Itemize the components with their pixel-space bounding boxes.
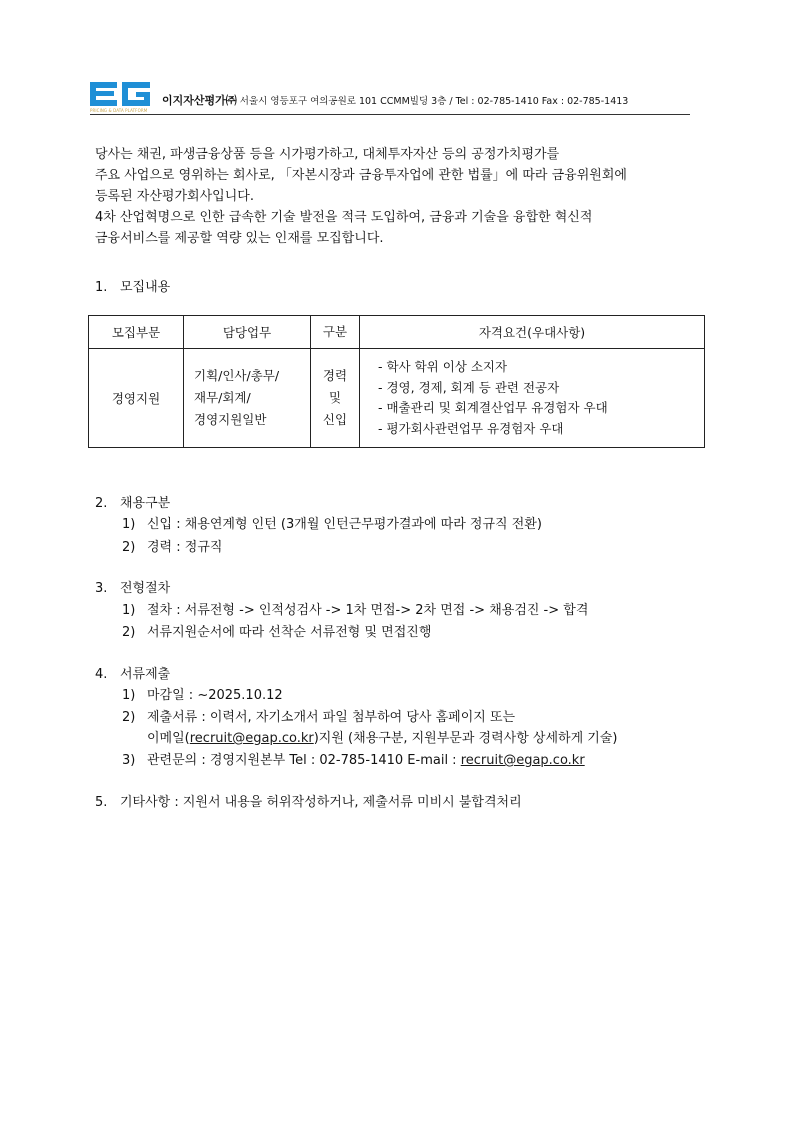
email-link[interactable]: recruit@egap.co.kr <box>189 731 314 746</box>
recruit-table <box>88 315 705 448</box>
list-item <box>122 706 515 725</box>
item-text: 마감일 : ~2025.10.12 <box>147 688 283 703</box>
requirement-item: - 매출관리 및 회계결산업무 유경험자 우대 <box>378 400 608 415</box>
item-text: 신입 : 채용연계형 인턴 (3개월 인턴근무평가결과에 따라 정규직 전환) <box>147 517 542 532</box>
requirement-item: - 평가회사관련업무 유경험자 우대 <box>378 420 564 436</box>
duty-line: 기획/인사/총무/ <box>194 368 280 383</box>
type-cell <box>311 349 360 448</box>
section-label: 모집내용 <box>120 280 171 295</box>
section-4-title <box>95 663 170 682</box>
section-number: 3. <box>95 581 108 596</box>
section-label: 기타사항 : 지원서 내용을 허위작성하거나, 제출서류 미비시 불합격처리 <box>120 795 522 810</box>
requirement-item: - 학사 학위 이상 소지자 <box>378 359 508 374</box>
requirement-item: - 경영, 경제, 회계 등 관련 전공자 <box>378 379 560 395</box>
item-number: 2) <box>122 710 136 725</box>
item-text: 이메일( <box>147 731 190 746</box>
type-line: 및 <box>328 390 342 405</box>
item-text: )지원 (채용구분, 지원부문과 경력사항 상세하게 기술) <box>313 731 618 746</box>
intro-line: 등록된 자산평가회사입니다. <box>95 189 254 204</box>
dept-cell: 경영지원 <box>89 349 184 448</box>
section-2-title <box>95 492 170 511</box>
item-text: 경력 : 정규직 <box>147 540 223 555</box>
section-label: 서류제출 <box>120 667 171 682</box>
duty-line: 경영지원일반 <box>194 412 267 427</box>
section-1-title <box>95 276 170 295</box>
table-row <box>89 349 705 448</box>
item-number: 1) <box>122 517 136 532</box>
intro-line: 주요 사업으로 영위하는 회사로, 「자본시장과 금융투자업에 관한 법률」에 따라 금융위원회에 <box>95 168 627 183</box>
table-header-row <box>89 316 705 349</box>
item-number: 2) <box>122 540 136 555</box>
requirements-cell <box>360 349 705 448</box>
intro-line: 당사는 채권, 파생금융상품 등을 시가평가하고, 대체투자자산 등의 공정가치평가를 <box>95 147 560 162</box>
company-address: 서울시 영등포구 여의공원로 101 CCMM빌딩 3층 / Tel : 02-785-1410 Fax : 02-785-1413 <box>236 96 629 107</box>
table-header-cell: 구분 <box>311 316 360 349</box>
intro-line: 4차 산업혁명으로 인한 급속한 기술 발전을 적극 도입하여, 금융과 기술을 융합한 혁신적 <box>95 210 593 225</box>
list-item <box>122 599 588 618</box>
list-item <box>122 684 283 703</box>
section-number: 1. <box>95 280 108 295</box>
list-item-continuation <box>147 727 617 746</box>
table-header-cell: 자격요건(우대사항) <box>360 316 705 349</box>
item-number: 1) <box>122 603 136 618</box>
item-text: 절차 : 서류전형 -> 인적성검사 -> 1차 면접-> 2차 면접 -> 채용검진 -> 합격 <box>147 603 589 618</box>
intro-line: 금융서비스를 제공할 역량 있는 인재를 모집합니다. <box>95 231 384 246</box>
item-text: 서류지원순서에 따라 선착순 서류전형 및 면접진행 <box>147 625 432 640</box>
type-line: 경력 <box>322 368 348 383</box>
section-3-title <box>95 577 170 596</box>
email-link[interactable]: recruit@egap.co.kr <box>460 753 585 768</box>
intro-paragraph <box>95 144 715 249</box>
section-number: 5. <box>95 795 108 810</box>
section-number: 2. <box>95 496 108 511</box>
table-header-cell: 담당업무 <box>184 316 311 349</box>
list-item <box>122 749 585 768</box>
table-header-cell: 모집부문 <box>89 316 184 349</box>
duty-line: 재무/회계/ <box>194 390 251 405</box>
section-label: 채용구분 <box>120 496 171 511</box>
company-info <box>162 92 628 108</box>
item-text: 관련문의 : 경영지원본부 Tel : 02-785-1410 E-mail : <box>147 753 461 768</box>
type-line: 신입 <box>322 412 348 427</box>
section-number: 4. <box>95 667 108 682</box>
list-item <box>122 536 222 555</box>
list-item <box>122 621 431 640</box>
letterhead <box>90 78 690 115</box>
section-label: 전형절차 <box>120 581 171 596</box>
section-5-title <box>95 791 522 810</box>
item-number: 2) <box>122 625 136 640</box>
item-text: 제출서류 : 이력서, 자기소개서 파일 첨부하여 당사 홈페이지 또는 <box>147 710 516 725</box>
list-item <box>122 513 542 532</box>
item-number: 3) <box>122 753 136 768</box>
duty-cell <box>184 349 311 448</box>
logo-subtitle: PRICING & DATA PLATFORM <box>90 108 148 113</box>
item-number: 1) <box>122 688 136 703</box>
company-name: 이지자산평가㈜ <box>162 94 237 107</box>
